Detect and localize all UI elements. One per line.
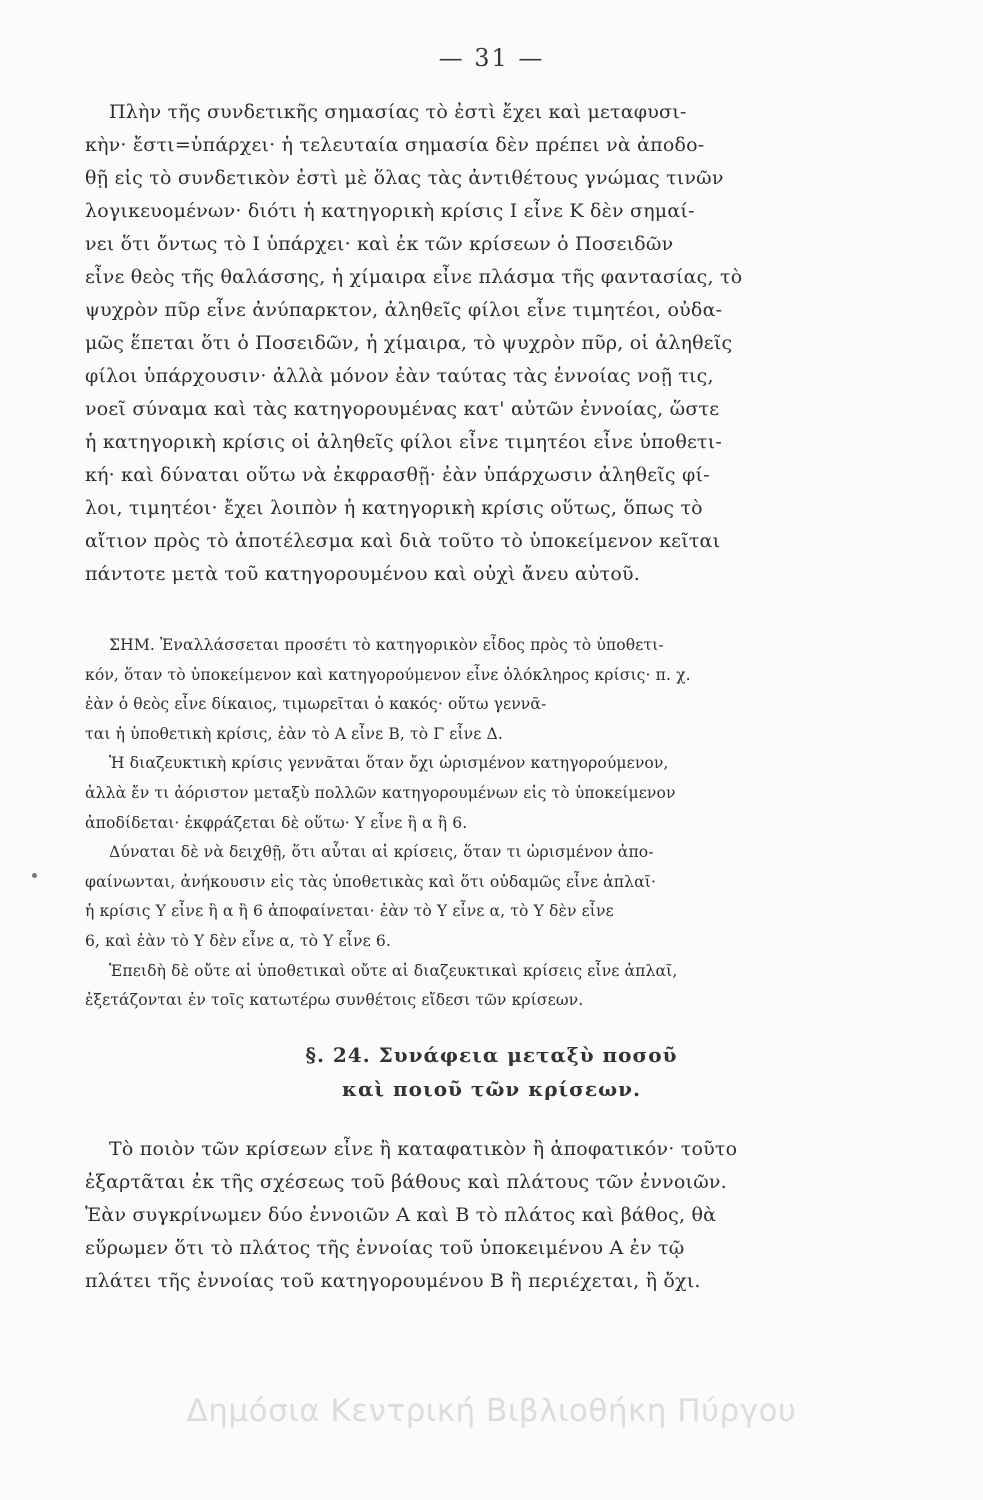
text-line: κή· καὶ δύναται οὕτω νὰ ἐκφρασθῇ· ἐὰν ὑπάρχωσιν ἀληθεῖς φί- [85,464,710,486]
note-line: φαίνωνται, ἀνήκουσιν εἰς τὰς ὑποθετικὰς καὶ ὅτι οὐδαμῶς εἶνε ἁπλαῖ· [85,872,657,891]
text-line: λοι, τιμητέοι· ἔχει λοιπὸν ἡ κατηγορικὴ κρίσις οὕτως, ὅπως τὸ [85,497,703,519]
text-line: εὕρωμεν ὅτι τὸ πλάτος τῆς ἐννοίας τοῦ ὑποκειμένου Α ἐν τῷ [85,1237,685,1259]
note-line: 6, καὶ ἐὰν τὸ Υ δὲν εἶνε α, τὸ Υ εἶνε 6. [85,931,391,950]
text-line: Πλὴν τῆς συνδετικῆς σημασίας τὸ ἐστὶ ἔχει καὶ μεταφυσι- [109,101,687,123]
note-line: ΣΗΜ. Ἐναλλάσσεται προσέτι τὸ κατηγορικὸν εἶδος πρὸς τὸ ὑποθετι- [109,636,664,654]
heading-line: §. 24. Συνάφεια μεταξὺ ποσοῦ [305,1043,678,1067]
text-line: ψυχρὸν πῦρ εἶνε ἀνύπαρκτον, ἀληθεῖς φίλοι εἶνε τιμητέοι, οὐδα- [85,299,723,321]
text-line: λογικευομένων· διότι ἡ κατηγορικὴ κρίσις Ι εἶνε Κ δὲν σημαί- [85,200,695,222]
note-line: Δύναται δὲ νὰ δειχθῇ, ὅτι αὗται αἱ κρίσεις, ὅταν τι ὡρισμένον ἀπο- [109,843,654,862]
note-line: ται ἡ ὑποθετικὴ κρίσις, ἐὰν τὸ Α εἶνε Β, τὸ Γ εἶνε Δ. [85,724,503,743]
text-line: θῇ εἰς τὸ συνδετικὸν ἐστὶ μὲ ὅλας τὰς ἀντιθέτους γνώμας τινῶν [85,167,724,189]
text-line: ἐξαρτᾶται ἐκ τῆς σχέσεως τοῦ βάθους καὶ πλάτους τῶν ἐννοιῶν. [85,1171,727,1193]
note-line: κόν, ὅταν τὸ ὑποκείμενον καὶ κατηγορούμενον εἶνε ὁλόκληρος κρίσις· π. χ. [85,665,691,684]
note-line: ἐξετάζονται ἐν τοῖς κατωτέρω συνθέτοις εἴδεσι τῶν κρίσεων. [85,991,584,1010]
margin-mark [32,873,37,878]
text-line: πλάτει τῆς ἐννοίας τοῦ κατηγορουμένου Β ἢ περιέχεται, ἢ ὄχι. [85,1270,701,1292]
paragraph-main [85,96,899,591]
note-line: ἡ κρίσις Υ εἶνε ἢ α ἢ 6 ἀποφαίνεται· ἐὰν τὸ Υ εἶνε α, τὸ Υ δὲν εἶνε [85,902,614,921]
text-line: νει ὅτι ὄντως τὸ Ι ὑπάρχει· καὶ ἐκ τῶν κρίσεων ὁ Ποσειδῶν [85,233,674,255]
text-line: μῶς ἕπεται ὅτι ὁ Ποσειδῶν, ἡ χίμαιρα, τὸ ψυχρὸν πῦρ, οἱ ἀληθεῖς [85,332,733,354]
text-line: Ἐὰν συγκρίνωμεν δύο ἐννοιῶν Α καὶ Β τὸ πλάτος καὶ βάθος, θὰ [85,1204,717,1226]
text-line: εἶνε θεὸς τῆς θαλάσσης, ἡ χίμαιρα εἶνε πλάσμα τῆς φαντασίας, τὸ [85,266,743,288]
page-number: — 31 — [438,44,545,72]
text-line: νοεῖ σύναμα καὶ τὰς κατηγορουμένας κατ' αὐτῶν ἐννοίας, ὥστε [85,398,720,420]
note-line: ἀποδίδεται· ἐκφράζεται δὲ οὕτω· Υ εἶνε ἢ α ἢ 6. [85,813,468,832]
note-line: ἐὰν ὁ θεὸς εἶνε δίκαιος, τιμωρεῖται ὁ κακός· οὕτω γεννᾶ- [85,695,547,714]
section-heading [0,1038,983,1106]
text-line: πάντοτε μετὰ τοῦ κατηγορουμένου καὶ οὐχὶ ἄνευ αὐτοῦ. [85,563,640,585]
text-line: αἴτιον πρὸς τὸ ἀποτέλεσμα καὶ διὰ τοῦτο τὸ ὑποκείμενον κεῖται [85,530,721,552]
note-block [85,631,899,1016]
heading-line: καὶ ποιοῦ τῶν κρίσεων. [342,1077,641,1101]
text-line: ἡ κατηγορικὴ κρίσις οἱ ἀληθεῖς φίλοι εἶνε τιμητέοι εἶνε ὑποθετι- [85,431,723,453]
note-line: Ἐπειδὴ δὲ οὔτε αἱ ὑποθετικαὶ οὔτε αἱ διαζευκτικαὶ κρίσεις εἶνε ἁπλαῖ, [109,961,678,980]
text-line: Τὸ ποιὸν τῶν κρίσεων εἶνε ἢ καταφατικὸν ἢ ἀποφατικόν· τοῦτο [109,1138,738,1160]
library-watermark: Δημόσια Κεντρική Βιβλιοθήκη Πύργου [186,1393,797,1429]
note-line: ἀλλὰ ἔν τι ἀόριστον μεταξὺ πολλῶν κατηγορουμένων εἰς τὸ ὑποκείμενον [85,783,676,802]
text-line: φίλοι ὑπάρχουσιν· ἀλλὰ μόνον ἐὰν ταύτας τὰς ἐννοίας νοῇ τις, [85,365,714,387]
text-line: κὴν· ἔστι=ὑπάρχει· ἡ τελευταία σημασία δὲν πρέπει νὰ ἀποδο- [85,134,705,156]
paragraph-section [85,1133,899,1298]
note-line: Ἡ διαζευκτικὴ κρίσις γεννᾶται ὅταν ὄχι ὡρισμένον κατηγορούμενον, [109,754,669,773]
